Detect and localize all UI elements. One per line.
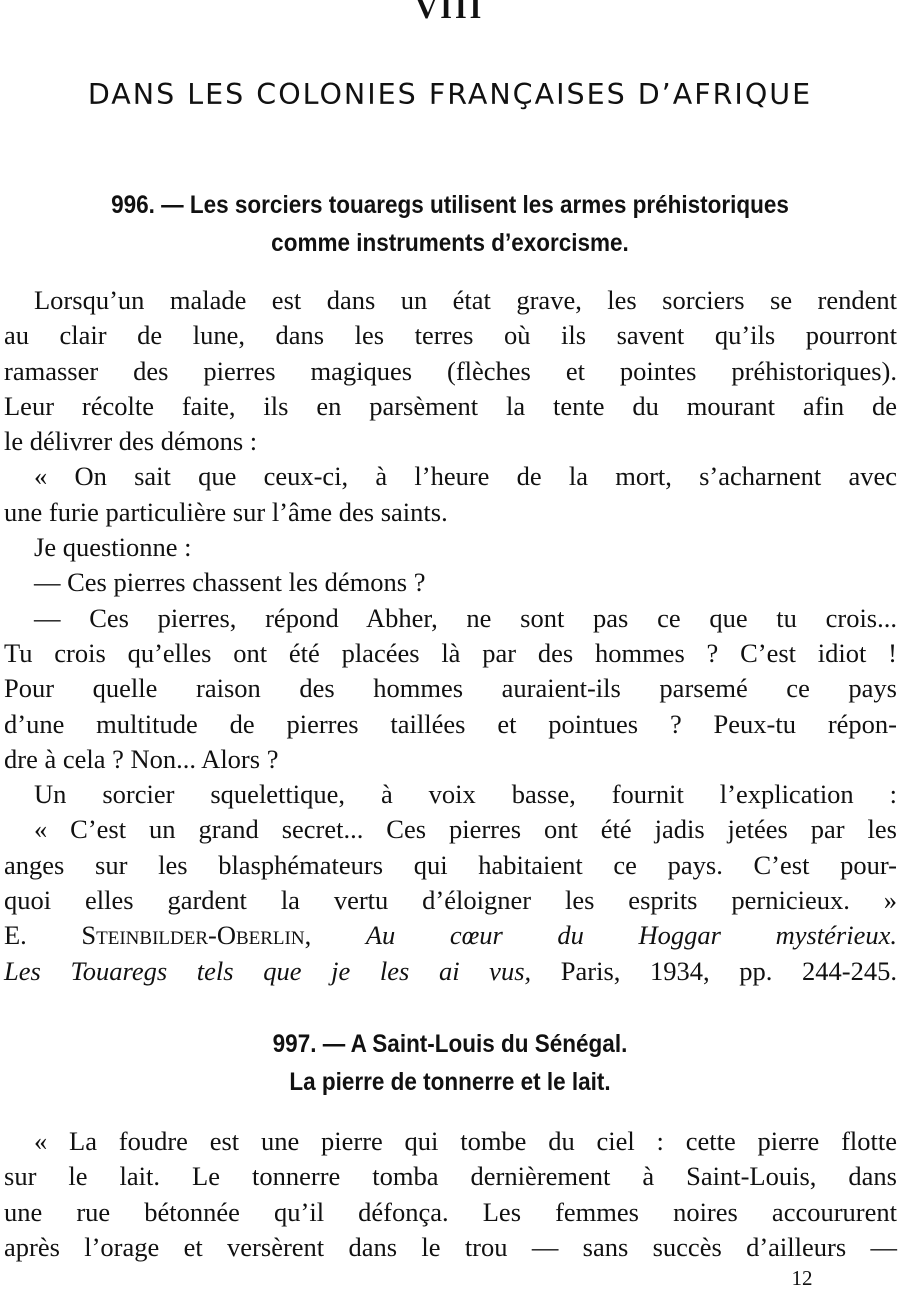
- text-line: Tu crois qu’elles ont été placées là par des hommes ? C’est idiot !: [4, 637, 897, 668]
- citation-line-1: [4, 918, 897, 953]
- text-line: anges sur les blasphémateurs qui habitaient ce pays. C’est pour-: [4, 849, 897, 880]
- text-line: Pour quelle raison des hommes auraient-ils parsemé ce pays: [4, 673, 897, 704]
- text-line: une furie particulière sur l’âme des saints.: [4, 496, 448, 527]
- chapter-number: VIII: [415, 0, 485, 25]
- citation-details: Paris, 1934, pp. 244-245.: [560, 955, 898, 986]
- section-996-body: [4, 283, 897, 989]
- citation-title-part1: Au cœur du Hoggar mystérieux.: [365, 920, 897, 951]
- text-line: Je questionne :: [34, 532, 192, 563]
- section-heading-line: comme instruments d’exorcisme.: [271, 229, 629, 257]
- citation-line-2: [4, 954, 897, 989]
- page-number: 12: [791, 1266, 813, 1290]
- section-996-heading: [45, 186, 855, 262]
- chapter-title: DANS LES COLONIES FRANÇAISES D’AFRIQUE: [87, 78, 813, 111]
- text-line: « On sait que ceux-ci, à l’heure de la mort, s’acharnent avec: [34, 461, 897, 492]
- text-line: après l’orage et versèrent dans le trou — sans succès d’ailleurs —: [4, 1231, 897, 1262]
- text-line: une rue bétonnée qu’il défonça. Les femmes noires accoururent: [4, 1196, 897, 1227]
- section-heading-line: 996. — Les sorciers touaregs utilisent les armes préhistoriques: [111, 191, 789, 219]
- text-line: Un sorcier squelettique, à voix basse, fournit l’explication :: [34, 779, 897, 810]
- text-line: — Ces pierres, répond Abher, ne sont pas ce que tu crois...: [34, 602, 897, 633]
- text-line: « C’est un grand secret... Ces pierres ont été jadis jetées par les: [34, 814, 897, 845]
- citation-title-part2: Les Touaregs tels que je les ai vus,: [4, 955, 532, 986]
- section-997-heading: [45, 1025, 855, 1101]
- text-line: ramasser des pierres magiques (flèches et pointes préhistoriques).: [4, 355, 897, 386]
- section-heading-line: La pierre de tonnerre et le lait.: [289, 1068, 611, 1096]
- section-heading-line: 997. — A Saint-Louis du Sénégal.: [272, 1030, 628, 1058]
- section-997-body: [4, 1124, 897, 1265]
- text-line: — Ces pierres chassent les démons ?: [34, 567, 426, 598]
- text-line: Leur récolte faite, ils en parsèment la tente du mourant afin de: [4, 390, 897, 421]
- text-line: « La foudre est une pierre qui tombe du ciel : cette pierre flotte: [34, 1126, 897, 1156]
- text-line: quoi elles gardent la vertu d’éloigner les esprits pernicieux. »: [4, 885, 897, 916]
- text-line: dre à cela ? Non... Alors ?: [4, 743, 279, 774]
- citation-author: E. Steinbilder-Oberlin,: [4, 920, 312, 951]
- text-line: Lorsqu’un malade est dans un état grave, les sorciers se rendent: [34, 285, 897, 315]
- text-line: d’une multitude de pierres taillées et pointues ? Peux-tu répon-: [4, 708, 897, 739]
- text-line: le délivrer des démons :: [4, 426, 258, 457]
- text-line: au clair de lune, dans les terres où ils savent qu’ils pourront: [4, 320, 897, 351]
- text-line: sur le lait. Le tonnerre tomba dernièrement à Saint-Louis, dans: [4, 1161, 897, 1192]
